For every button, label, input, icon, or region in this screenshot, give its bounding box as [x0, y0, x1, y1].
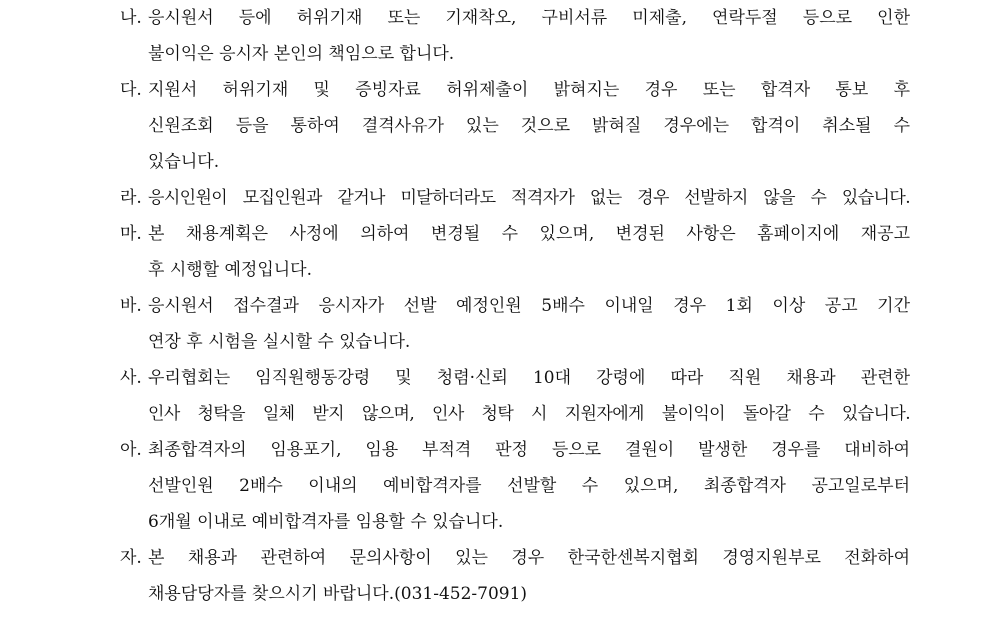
- item-line: 지원서 허위기재 및 증빙자료 허위제출이 밝혀지는 경우 또는 합격자 통보 후: [148, 80, 910, 100]
- list-item: [120, 0, 910, 72]
- item-line: 응시원서 등에 허위기재 또는 기재착오, 구비서류 미제출, 연락두절 등으로 인한: [148, 8, 910, 28]
- item-marker: 나.: [120, 8, 142, 28]
- item-line: 채용담당자를 찾으시기 바랍니다.(031-452-7091): [148, 584, 528, 604]
- item-line: 응시인원이 모집인원과 같거나 미달하더라도 적격자가 없는 경우 선발하지 않을 수 있습니다.: [148, 188, 910, 208]
- item-line: 불이익은 응시자 본인의 책임으로 합니다.: [148, 44, 455, 64]
- list-item: [120, 360, 910, 432]
- item-line: 6개월 이내로 예비합격자를 임용할 수 있습니다.: [148, 512, 504, 532]
- item-line: 응시원서 접수결과 응시자가 선발 예정인원 5배수 이내일 경우 1회 이상 공고 기간: [148, 296, 910, 316]
- item-marker: 다.: [120, 80, 142, 100]
- item-line: 후 시행할 예정입니다.: [148, 260, 313, 280]
- item-marker: 자.: [120, 548, 142, 568]
- item-marker: 사.: [120, 368, 142, 388]
- list-item: [120, 432, 910, 540]
- list-item: [120, 288, 910, 360]
- item-text: [148, 360, 910, 432]
- item-line: 최종합격자의 임용포기, 임용 부적격 판정 등으로 결원이 발생한 경우를 대비하여: [148, 440, 910, 460]
- item-marker: 마.: [120, 224, 142, 244]
- list-item: [120, 72, 910, 180]
- item-marker: 라.: [120, 188, 142, 208]
- item-text: [148, 288, 910, 360]
- item-line: 선발인원 2배수 이내의 예비합격자를 선발할 수 있으며, 최종합격자 공고일로부터: [148, 476, 910, 496]
- item-marker: 아.: [120, 440, 142, 460]
- item-line: 신원조회 등을 통하여 결격사유가 있는 것으로 밝혀질 경우에는 합격이 취소될 수: [148, 116, 910, 136]
- item-text: [148, 216, 910, 288]
- item-line: 있습니다.: [148, 152, 220, 172]
- item-text: [148, 180, 910, 216]
- item-text: [148, 0, 910, 72]
- item-text: [148, 540, 910, 612]
- item-line: 연장 후 시험을 실시할 수 있습니다.: [148, 332, 411, 352]
- item-line: 우리협회는 임직원행동강령 및 청렴·신뢰 10대 강령에 따라 직원 채용과 관련한: [148, 368, 910, 388]
- list-item: [120, 540, 910, 612]
- item-marker: 바.: [120, 296, 142, 316]
- item-line: 인사 청탁을 일체 받지 않으며, 인사 청탁 시 지원자에게 불이익이 돌아갈 수 있습니다.: [148, 404, 910, 424]
- item-line: 본 채용과 관련하여 문의사항이 있는 경우 한국한센복지협회 경영지원부로 전화하여: [148, 548, 910, 568]
- list-item: [120, 216, 910, 288]
- notice-list: [120, 0, 910, 612]
- item-text: [148, 432, 910, 540]
- list-item: [120, 180, 910, 216]
- item-line: 본 채용계획은 사정에 의하여 변경될 수 있으며, 변경된 사항은 홈페이지에 재공고: [148, 224, 910, 244]
- item-text: [148, 72, 910, 180]
